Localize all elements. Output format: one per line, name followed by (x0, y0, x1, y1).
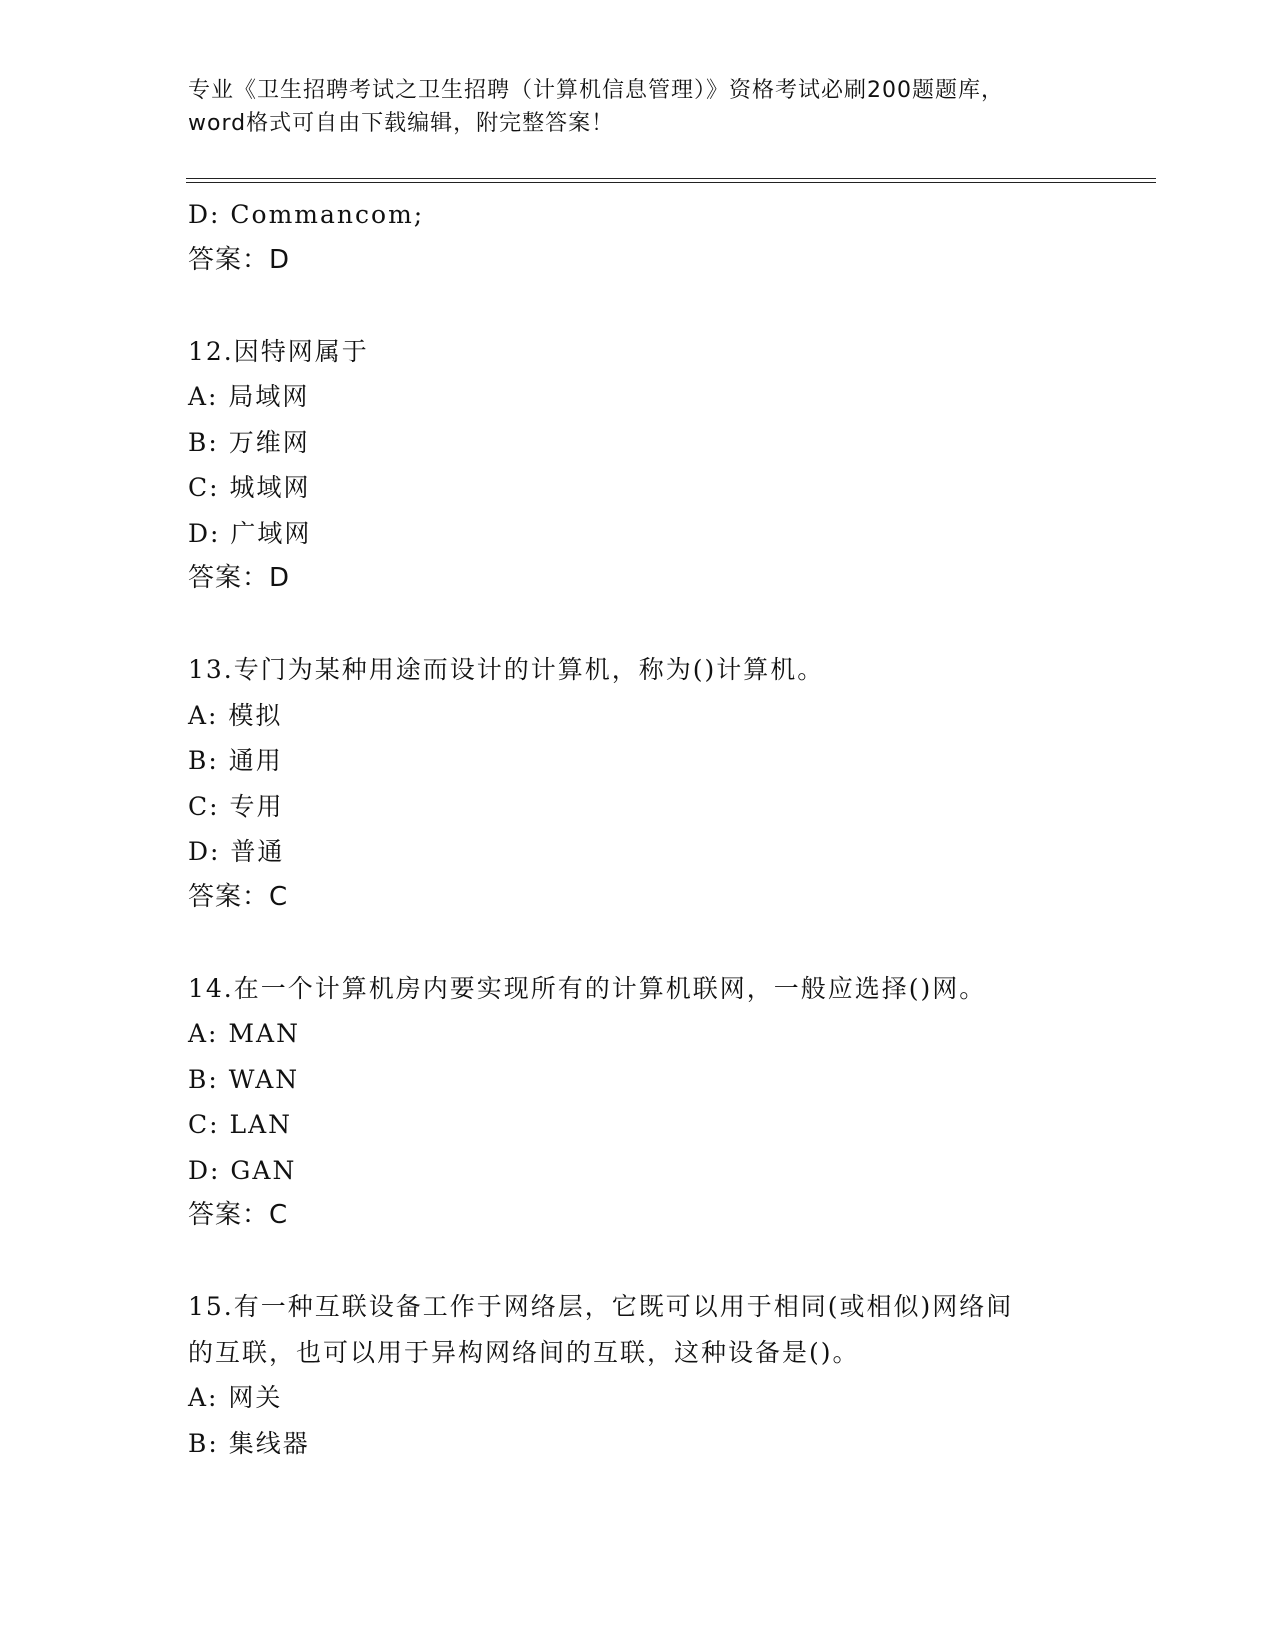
header-title-line-1: 专业《卫生招聘考试之卫生招聘（计算机信息管理）》资格考试必刷200题题库， (188, 78, 1004, 103)
spacer (188, 1239, 1088, 1285)
option-d: D: 普通 (188, 837, 285, 866)
header-title-line-2: word格式可自由下载编辑，附完整答案！ (188, 111, 615, 136)
option-d: D: 广域网 (188, 518, 312, 548)
spacer (188, 920, 1088, 966)
option-c: C: 专用 (188, 791, 284, 821)
answer: 答案：C (188, 1200, 289, 1230)
option-a: A: 局域网 (188, 382, 310, 411)
option-d: D: GAN (188, 1155, 297, 1185)
question-stem: 13.专门为某种用途而设计的计算机，称为()计算机。 (188, 655, 825, 684)
question-stem: 12.因特网属于 (188, 336, 369, 366)
question-12 (188, 329, 1088, 602)
answer: 答案：D (188, 563, 291, 593)
carryover-answer: 答案：D (188, 244, 291, 275)
option-b: B: 通用 (188, 746, 283, 775)
option-a: A: 网关 (188, 1383, 283, 1412)
spacer (188, 602, 1088, 648)
answer: 答案：C (188, 881, 289, 912)
header-divider-top (186, 178, 1156, 179)
question-stem: 14.在一个计算机房内要实现所有的计算机联网，一般应选择()网。 (188, 973, 987, 1003)
spacer (188, 283, 1088, 329)
question-14 (188, 966, 1088, 1239)
option-a: A: 模拟 (188, 700, 283, 730)
option-c: C: 城域网 (188, 473, 311, 502)
document-header (188, 74, 1078, 140)
option-c: C: LAN (188, 1110, 293, 1139)
question-stem-line-2: 的互联，也可以用于异构网络间的互联，这种设备是()。 (188, 1337, 860, 1367)
option-a: A: MAN (188, 1019, 300, 1048)
question-13 (188, 647, 1088, 920)
header-divider-bottom (186, 182, 1156, 183)
option-b: B: WAN (188, 1064, 300, 1094)
option-b: B: 万维网 (188, 427, 310, 457)
carryover-option-d: D: Commancom; (188, 200, 425, 229)
question-content (188, 192, 1088, 1466)
question-stem-line-1: 15.有一种互联设备工作于网络层，它既可以用于相同(或相似)网络间 (188, 1292, 1014, 1321)
option-b: B: 集线器 (188, 1428, 310, 1458)
question-15 (188, 1284, 1088, 1466)
